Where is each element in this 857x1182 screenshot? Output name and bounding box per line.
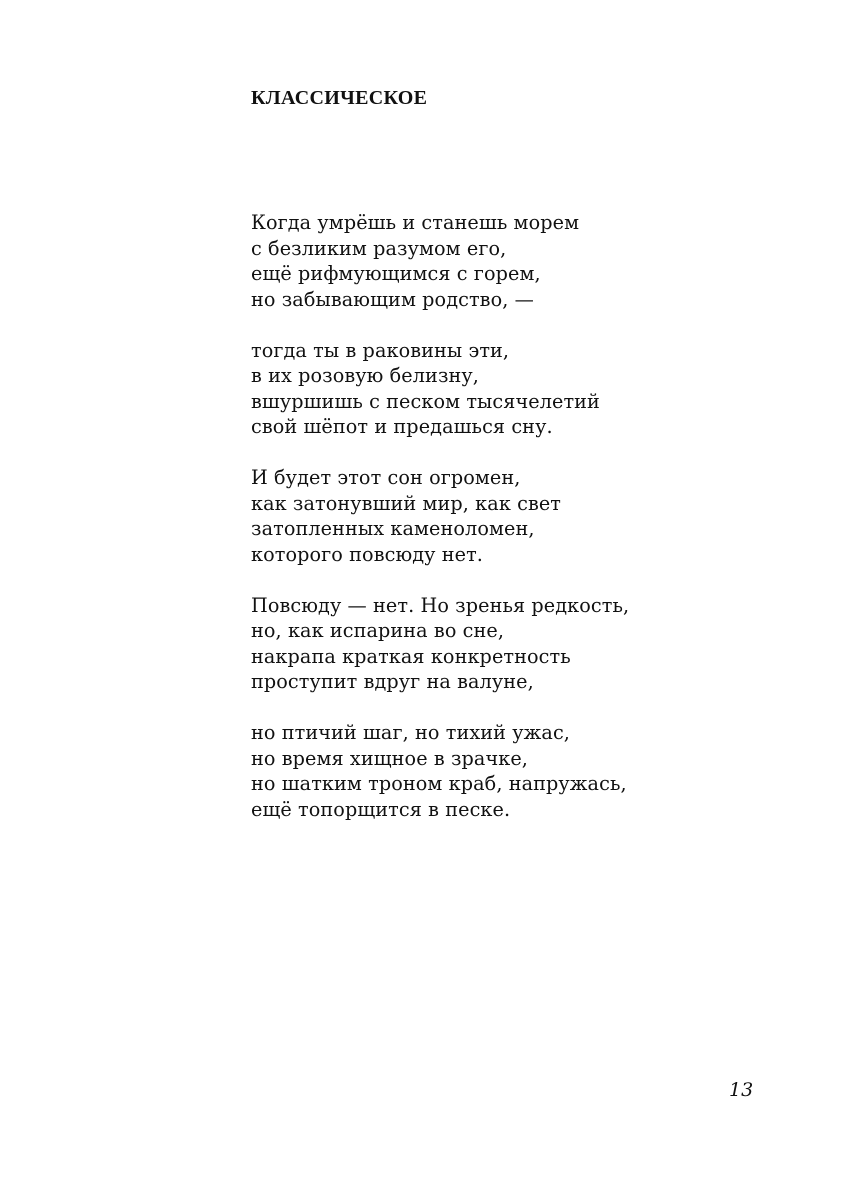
poem-line: ещё топорщится в песке.: [251, 797, 511, 821]
poem-title: КЛАССИЧЕСКОЕ: [251, 87, 428, 109]
stanza-1: [251, 210, 711, 312]
poem-line: Когда умрёшь и станешь морем: [251, 211, 580, 234]
stanza-5: [251, 720, 711, 822]
poem-body: [251, 210, 711, 848]
stanza-3: [251, 465, 711, 567]
poem-line: И будет этот сон огромен,: [251, 466, 521, 489]
poem-line: с безликим разумом его,: [251, 236, 507, 260]
page-number: 13: [729, 1079, 754, 1101]
poem-line: но время хищное в зрачке,: [251, 746, 528, 770]
poem-line: в их розовую белизну,: [251, 364, 479, 387]
stanza-2: [251, 338, 711, 440]
poem-line: затопленных каменоломен,: [251, 517, 535, 540]
poem-line: которого повсюду нет.: [251, 542, 484, 566]
poem-line: вшуршишь с песком тысячелетий: [251, 389, 600, 413]
poem-line: но птичий шаг, но тихий ужас,: [251, 721, 570, 744]
poem-line: накрапа краткая конкретность: [251, 644, 571, 668]
poem-line: но шатким троном краб, напружась,: [251, 772, 627, 795]
stanza-4: [251, 593, 711, 695]
poem-line: но забывающим родство, —: [251, 287, 534, 311]
poem-line: тогда ты в раковины эти,: [251, 338, 510, 362]
poem-line: но, как испарина во сне,: [251, 619, 505, 642]
poem-line: как затонувший мир, как свет: [251, 491, 562, 515]
poem-line: свой шёпот и предашься сну.: [251, 415, 553, 438]
poem-line: Повсюду — нет. Но зренья редкость,: [251, 593, 630, 617]
poem-line: ещё рифмующимся с горем,: [251, 262, 541, 285]
poem-line: проступит вдруг на валуне,: [251, 670, 534, 693]
